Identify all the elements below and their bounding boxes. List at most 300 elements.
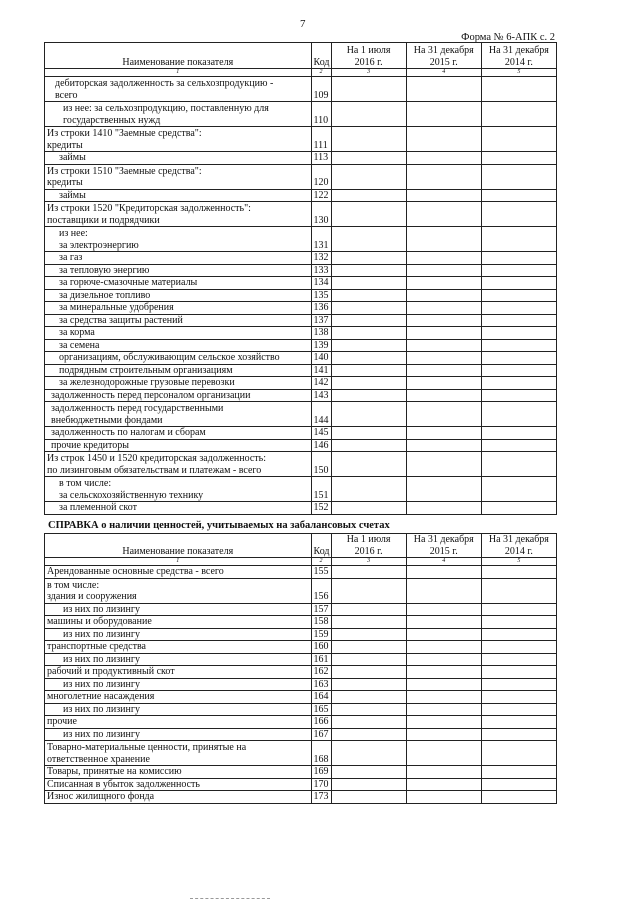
row-label	[45, 628, 312, 641]
value-cell[interactable]	[331, 477, 406, 502]
value-cell[interactable]	[331, 728, 406, 741]
value-cell[interactable]	[481, 164, 556, 189]
value-cell[interactable]	[406, 791, 481, 804]
row-label	[45, 641, 312, 654]
value-cell[interactable]	[481, 703, 556, 716]
row-code: 165	[311, 703, 331, 716]
value-cell[interactable]	[331, 452, 406, 477]
value-cell[interactable]	[331, 389, 406, 402]
table-row	[45, 653, 557, 666]
row-label-line: из них по лизингу	[63, 678, 140, 690]
row-label-line: Из строки 1520 "Кредиторская задолженность":	[47, 203, 251, 214]
value-cell[interactable]	[331, 127, 406, 152]
row-code: 159	[311, 628, 331, 641]
row-label	[45, 439, 312, 452]
table-row	[45, 364, 557, 377]
value-cell[interactable]	[406, 578, 481, 603]
value-cell[interactable]	[481, 477, 556, 502]
value-cell[interactable]	[481, 327, 556, 340]
row-label-line: в том числе:	[59, 478, 112, 489]
value-cell[interactable]	[481, 127, 556, 152]
value-cell[interactable]	[331, 364, 406, 377]
row-label-line: ответственное хранение	[47, 753, 150, 765]
row-code: 169	[311, 766, 331, 779]
row-label-line: прочие	[47, 716, 77, 727]
value-cell[interactable]	[481, 402, 556, 427]
row-label	[45, 127, 312, 152]
row-code: 109	[311, 77, 331, 102]
row-label-line: за племенной скот	[59, 502, 138, 513]
value-cell[interactable]	[331, 641, 406, 654]
value-cell[interactable]	[406, 314, 481, 327]
row-code: 157	[311, 603, 331, 616]
row-code: 139	[311, 339, 331, 352]
table-row	[45, 314, 557, 327]
row-code: 132	[311, 252, 331, 265]
row-label-line: рабочий и продуктивный скот	[47, 666, 175, 677]
row-label-line: за электроэнергию	[59, 239, 139, 251]
header-col-dec-2014: На 31 декабря 2014 г.	[481, 534, 556, 558]
value-cell[interactable]	[406, 252, 481, 265]
table-row	[45, 616, 557, 629]
row-code: 137	[311, 314, 331, 327]
header-col-dec-2015: На 31 декабря 2015 г.	[406, 534, 481, 558]
column-number: 2	[311, 69, 331, 77]
value-cell[interactable]	[406, 728, 481, 741]
row-label	[45, 502, 312, 515]
row-label-line: Арендованные основные средства - всего	[47, 566, 224, 577]
value-cell[interactable]	[406, 603, 481, 616]
value-cell[interactable]	[406, 352, 481, 365]
table-row	[45, 502, 557, 515]
row-code: 143	[311, 389, 331, 402]
value-cell[interactable]	[481, 778, 556, 791]
table-row	[45, 289, 557, 302]
row-label	[45, 566, 312, 579]
row-label-line: кредиты	[47, 177, 83, 188]
value-cell[interactable]	[481, 641, 556, 654]
header-col-dec-2015: На 31 декабря 2015 г.	[406, 43, 481, 69]
value-cell[interactable]	[406, 452, 481, 477]
value-cell[interactable]	[406, 666, 481, 679]
value-cell[interactable]	[406, 402, 481, 427]
table-row	[45, 641, 557, 654]
row-code: 144	[311, 402, 331, 427]
row-code: 164	[311, 691, 331, 704]
row-code: 120	[311, 164, 331, 189]
value-cell[interactable]	[406, 439, 481, 452]
page-number: 7	[300, 18, 306, 30]
value-cell[interactable]	[481, 791, 556, 804]
row-label	[45, 678, 312, 691]
column-number-row	[45, 69, 557, 77]
table-row	[45, 628, 557, 641]
offbalance-table	[44, 533, 557, 804]
section-title-offbalance: СПРАВКА о наличии ценностей, учитываемых на забалансовых счетах	[48, 520, 390, 531]
column-number: 1	[45, 558, 312, 566]
value-cell[interactable]	[406, 616, 481, 629]
value-cell[interactable]	[406, 164, 481, 189]
table-row	[45, 778, 557, 791]
row-label	[45, 364, 312, 377]
value-cell[interactable]	[481, 653, 556, 666]
row-label-line: за тепловую энергию	[59, 264, 150, 276]
row-label-line: из нее:	[59, 228, 88, 239]
row-code: 111	[311, 127, 331, 152]
value-cell[interactable]	[331, 102, 406, 127]
row-label	[45, 252, 312, 265]
value-cell[interactable]	[406, 653, 481, 666]
row-label-line: всего	[55, 89, 78, 101]
value-cell[interactable]	[481, 578, 556, 603]
table-row	[45, 439, 557, 452]
value-cell[interactable]	[481, 716, 556, 729]
value-cell[interactable]	[406, 202, 481, 227]
value-cell[interactable]	[406, 628, 481, 641]
row-label-line: за газ	[59, 252, 83, 263]
row-label	[45, 102, 312, 127]
column-number: 5	[481, 558, 556, 566]
table-row	[45, 477, 557, 502]
header-col-july-2016: На 1 июля 2016 г.	[331, 534, 406, 558]
row-code: 170	[311, 778, 331, 791]
row-code: 131	[311, 227, 331, 252]
table-row	[45, 427, 557, 440]
row-code: 160	[311, 641, 331, 654]
value-cell[interactable]	[331, 152, 406, 165]
row-code: 134	[311, 277, 331, 290]
row-code: 162	[311, 666, 331, 679]
value-cell[interactable]	[331, 653, 406, 666]
row-code: 133	[311, 264, 331, 277]
value-cell[interactable]	[406, 289, 481, 302]
row-label-line: из них по лизингу	[63, 603, 140, 615]
value-cell[interactable]	[481, 616, 556, 629]
row-code: 113	[311, 152, 331, 165]
column-number: 1	[45, 69, 312, 77]
value-cell[interactable]	[331, 603, 406, 616]
form-label: Форма № 6-АПК с. 2	[461, 32, 555, 43]
value-cell[interactable]	[481, 364, 556, 377]
value-cell[interactable]	[406, 477, 481, 502]
value-cell[interactable]	[406, 778, 481, 791]
row-label	[45, 289, 312, 302]
row-label-line: за корма	[59, 327, 95, 338]
row-label-line: задолженность перед государственными	[51, 403, 224, 414]
value-cell[interactable]	[331, 189, 406, 202]
value-cell[interactable]	[481, 189, 556, 202]
table-row	[45, 666, 557, 679]
row-code: 122	[311, 189, 331, 202]
table-row	[45, 603, 557, 616]
table-row	[45, 302, 557, 315]
value-cell[interactable]	[406, 277, 481, 290]
value-cell[interactable]	[406, 127, 481, 152]
value-cell[interactable]	[406, 427, 481, 440]
row-code: 145	[311, 427, 331, 440]
value-cell[interactable]	[331, 327, 406, 340]
value-cell[interactable]	[406, 227, 481, 252]
value-cell[interactable]	[406, 77, 481, 102]
column-number: 3	[331, 558, 406, 566]
value-cell[interactable]	[331, 666, 406, 679]
table-row	[45, 102, 557, 127]
row-code: 110	[311, 102, 331, 127]
value-cell[interactable]	[481, 389, 556, 402]
header-col-july-2016: На 1 июля 2016 г.	[331, 43, 406, 69]
row-label-line: поставщики и подрядчики	[47, 214, 160, 226]
table-row	[45, 202, 557, 227]
row-label-line: за горюче-смазочные материалы	[59, 277, 198, 288]
value-cell[interactable]	[481, 728, 556, 741]
value-cell[interactable]	[481, 502, 556, 515]
row-label	[45, 377, 312, 390]
value-cell[interactable]	[406, 102, 481, 127]
row-label	[45, 741, 312, 766]
row-label	[45, 389, 312, 402]
table-row	[45, 339, 557, 352]
row-label	[45, 653, 312, 666]
row-label-line: дебиторская задолженность за сельхозпродукцию -	[55, 78, 274, 89]
table-row	[45, 327, 557, 340]
row-code: 156	[311, 578, 331, 603]
row-code: 163	[311, 678, 331, 691]
value-cell[interactable]	[406, 678, 481, 691]
row-label-line: кредиты	[47, 139, 83, 151]
row-label	[45, 427, 312, 440]
row-label	[45, 716, 312, 729]
row-label	[45, 77, 312, 102]
row-label-line: транспортные средства	[47, 641, 146, 652]
value-cell[interactable]	[331, 716, 406, 729]
table-row	[45, 127, 557, 152]
value-cell[interactable]	[406, 339, 481, 352]
value-cell[interactable]	[406, 389, 481, 402]
table-row	[45, 716, 557, 729]
row-label-line: машины и оборудование	[47, 616, 152, 627]
value-cell[interactable]	[331, 77, 406, 102]
value-cell[interactable]	[481, 427, 556, 440]
value-cell[interactable]	[331, 402, 406, 427]
value-cell[interactable]	[331, 427, 406, 440]
value-cell[interactable]	[481, 314, 556, 327]
row-label-line: из них по лизингу	[63, 653, 140, 665]
value-cell[interactable]	[481, 252, 556, 265]
table-row	[45, 741, 557, 766]
row-code: 168	[311, 741, 331, 766]
table-row	[45, 728, 557, 741]
header-code: Код	[311, 43, 331, 69]
value-cell[interactable]	[406, 766, 481, 779]
table-row	[45, 566, 557, 579]
value-cell[interactable]	[331, 252, 406, 265]
row-label	[45, 227, 312, 252]
value-cell[interactable]	[406, 302, 481, 315]
row-label	[45, 666, 312, 679]
value-cell[interactable]	[481, 302, 556, 315]
row-label-line: государственных нужд	[63, 114, 161, 126]
row-label	[45, 164, 312, 189]
value-cell[interactable]	[331, 566, 406, 579]
value-cell[interactable]	[481, 666, 556, 679]
value-cell[interactable]	[481, 152, 556, 165]
value-cell[interactable]	[331, 377, 406, 390]
table-row	[45, 77, 557, 102]
value-cell[interactable]	[406, 703, 481, 716]
value-cell[interactable]	[331, 741, 406, 766]
column-number: 4	[406, 69, 481, 77]
value-cell[interactable]	[331, 164, 406, 189]
value-cell[interactable]	[481, 339, 556, 352]
table-row	[45, 389, 557, 402]
row-label	[45, 703, 312, 716]
value-cell[interactable]	[406, 741, 481, 766]
row-code: 167	[311, 728, 331, 741]
value-cell[interactable]	[406, 364, 481, 377]
table-row	[45, 791, 557, 804]
row-label	[45, 152, 312, 165]
row-label	[45, 402, 312, 427]
value-cell[interactable]	[331, 578, 406, 603]
row-label-line: займы	[59, 189, 86, 201]
row-label-line: из них по лизингу	[63, 728, 140, 740]
value-cell[interactable]	[481, 277, 556, 290]
value-cell[interactable]	[406, 327, 481, 340]
value-cell[interactable]	[481, 691, 556, 704]
row-label-line: Товары, принятые на комиссию	[47, 766, 182, 777]
value-cell[interactable]	[406, 566, 481, 579]
value-cell[interactable]	[331, 264, 406, 277]
value-cell[interactable]	[481, 202, 556, 227]
row-label	[45, 339, 312, 352]
value-cell[interactable]	[481, 264, 556, 277]
row-label	[45, 691, 312, 704]
value-cell[interactable]	[406, 152, 481, 165]
value-cell[interactable]	[331, 352, 406, 365]
value-cell[interactable]	[331, 778, 406, 791]
row-label-line: Списанная в убыток задолженность	[47, 778, 200, 790]
header-name: Наименование показателя	[45, 534, 312, 558]
row-code: 150	[311, 452, 331, 477]
row-code: 138	[311, 327, 331, 340]
column-number: 4	[406, 558, 481, 566]
value-cell[interactable]	[331, 439, 406, 452]
table-row	[45, 152, 557, 165]
row-label	[45, 202, 312, 227]
row-label-line: за сельскохозяйственную технику	[59, 489, 204, 501]
row-label	[45, 264, 312, 277]
value-cell[interactable]	[481, 439, 556, 452]
value-cell[interactable]	[331, 628, 406, 641]
value-cell[interactable]	[481, 377, 556, 390]
column-number: 3	[331, 69, 406, 77]
value-cell[interactable]	[481, 628, 556, 641]
value-cell[interactable]	[481, 289, 556, 302]
row-label-line: Из строк 1450 и 1520 кредиторская задолженность:	[47, 453, 266, 464]
row-label-line: за средства защиты растений	[59, 314, 183, 326]
value-cell[interactable]	[331, 314, 406, 327]
value-cell[interactable]	[331, 766, 406, 779]
value-cell[interactable]	[331, 339, 406, 352]
value-cell[interactable]	[406, 264, 481, 277]
table-row	[45, 691, 557, 704]
value-cell[interactable]	[481, 566, 556, 579]
value-cell[interactable]	[331, 616, 406, 629]
value-cell[interactable]	[331, 202, 406, 227]
row-code: 135	[311, 289, 331, 302]
row-label-line: за дизельное топливо	[59, 289, 151, 301]
row-label-line: в том числе:	[47, 579, 100, 591]
value-cell[interactable]	[406, 189, 481, 202]
row-label	[45, 728, 312, 741]
row-label	[45, 452, 312, 477]
value-cell[interactable]	[406, 716, 481, 729]
value-cell[interactable]	[481, 678, 556, 691]
row-code: 161	[311, 653, 331, 666]
row-label-line: задолженность по налогам и сборам	[51, 427, 206, 438]
table-row	[45, 164, 557, 189]
row-label	[45, 603, 312, 616]
table-row	[45, 227, 557, 252]
column-number-row	[45, 558, 557, 566]
row-label-line: подрядным строительным организациям	[59, 364, 233, 376]
row-label	[45, 616, 312, 629]
row-label-line: многолетние насаждения	[47, 691, 155, 702]
table-row	[45, 578, 557, 603]
value-cell[interactable]	[406, 502, 481, 515]
row-label-line: здания и сооружения	[47, 591, 137, 602]
row-label	[45, 766, 312, 779]
value-cell[interactable]	[481, 741, 556, 766]
value-cell[interactable]	[331, 678, 406, 691]
value-cell[interactable]	[406, 691, 481, 704]
table-row	[45, 352, 557, 365]
value-cell[interactable]	[406, 641, 481, 654]
row-label-line: займы	[59, 152, 86, 163]
row-label-line: Из строки 1410 "Заемные средства":	[47, 128, 202, 139]
row-label-line: за железнодорожные грузовые перевозки	[59, 377, 235, 388]
row-label-line: из нее: за сельхозпродукцию, поставленную для	[63, 103, 269, 114]
value-cell[interactable]	[481, 227, 556, 252]
value-cell[interactable]	[331, 289, 406, 302]
row-code: 158	[311, 616, 331, 629]
value-cell[interactable]	[481, 77, 556, 102]
value-cell[interactable]	[331, 791, 406, 804]
table-row	[45, 189, 557, 202]
row-label-line: организациям, обслуживающим сельское хозяйство	[59, 352, 280, 363]
value-cell[interactable]	[481, 603, 556, 616]
value-cell[interactable]	[331, 502, 406, 515]
value-cell[interactable]	[406, 377, 481, 390]
value-cell[interactable]	[481, 352, 556, 365]
table-row	[45, 252, 557, 265]
row-label	[45, 778, 312, 791]
column-number: 2	[311, 558, 331, 566]
row-label-line: за семена	[59, 339, 100, 351]
value-cell[interactable]	[331, 302, 406, 315]
table-row	[45, 264, 557, 277]
value-cell[interactable]	[481, 102, 556, 127]
value-cell[interactable]	[331, 277, 406, 290]
row-label	[45, 302, 312, 315]
value-cell[interactable]	[331, 227, 406, 252]
value-cell[interactable]	[481, 452, 556, 477]
value-cell[interactable]	[331, 703, 406, 716]
receivables-payables-table	[44, 42, 557, 515]
value-cell[interactable]	[481, 766, 556, 779]
value-cell[interactable]	[331, 691, 406, 704]
row-code: 166	[311, 716, 331, 729]
